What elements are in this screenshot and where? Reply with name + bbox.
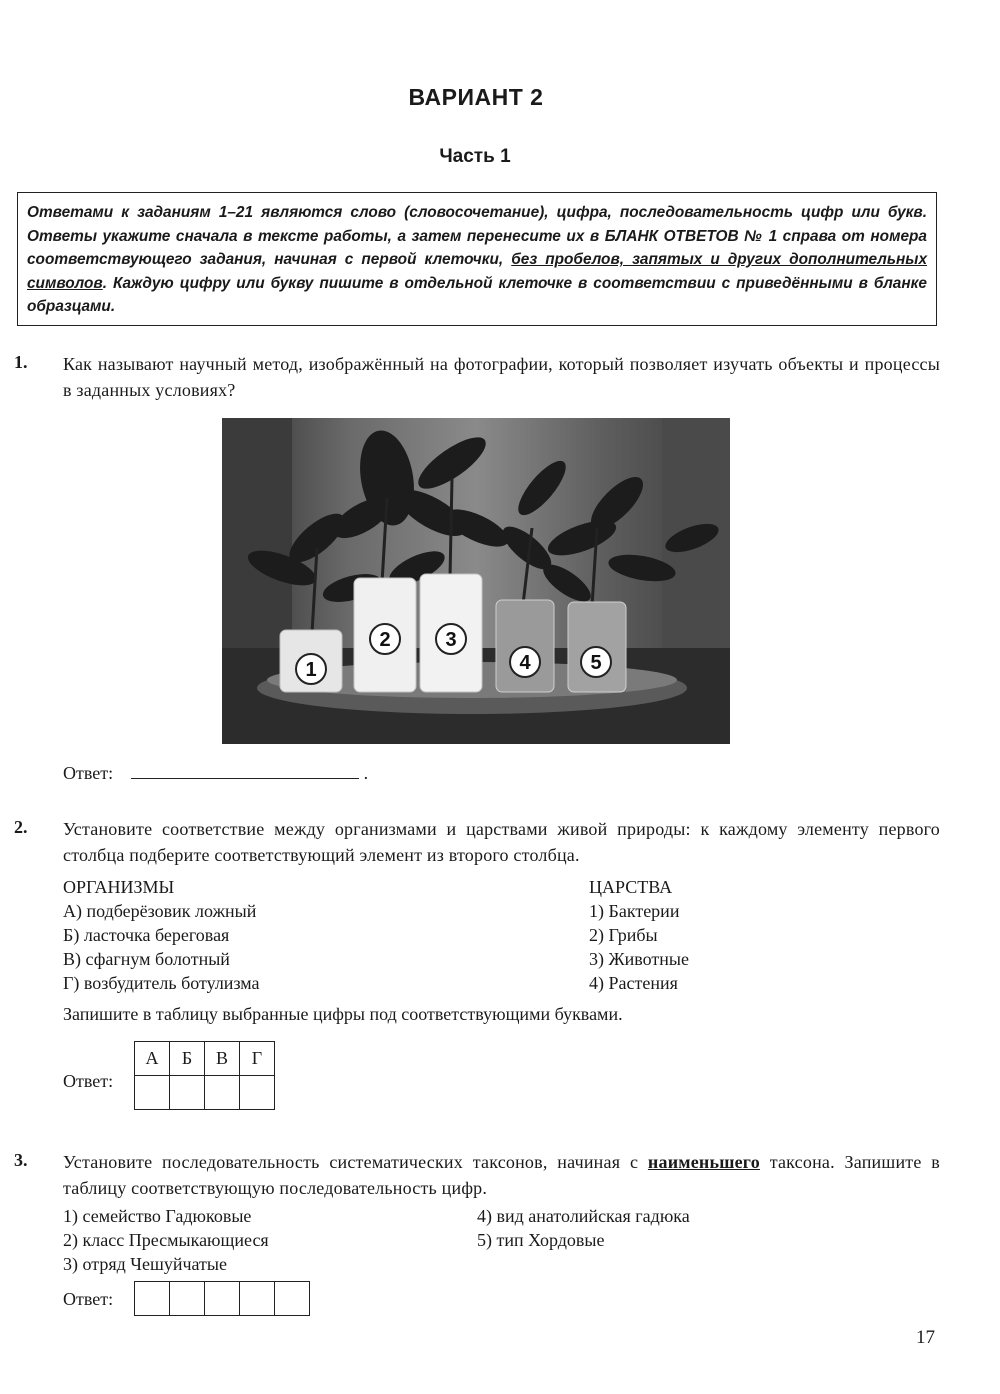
question-3-number: 3.	[14, 1150, 28, 1170]
answer-cell[interactable]	[275, 1282, 310, 1316]
question-1-answer	[63, 761, 368, 785]
answer-cell[interactable]	[135, 1076, 170, 1110]
answer-cell[interactable]	[170, 1282, 205, 1316]
glass-label-5: 5	[590, 652, 602, 674]
answer-cell[interactable]	[205, 1076, 240, 1110]
answer-cell[interactable]	[240, 1076, 275, 1110]
instructions-box	[17, 192, 937, 326]
experiment-photo-svg	[222, 418, 730, 744]
kingdom-item: 2) Грибы	[589, 925, 658, 945]
question-3-answer-label: Ответ:	[63, 1289, 114, 1309]
experiment-photo	[222, 418, 730, 744]
question-3-text-after: таксона. Запишите в таблицу соответствующую последовательность цифр.	[63, 1152, 941, 1198]
glass-2	[354, 578, 416, 692]
question-2-answer-label: Ответ:	[63, 1071, 114, 1091]
glass-label-1: 1	[305, 659, 317, 681]
taxon-item: 5) тип Хордовые	[477, 1230, 605, 1250]
organisms-header: ОРГАНИЗМЫ	[63, 877, 175, 897]
question-1-number: 1.	[14, 352, 28, 372]
instructions-text: Ответами к заданиям 1–21 являются слово (словосочетание), цифра, последовательность цифр или букв. Ответы укажите сначала в тексте работы, а затем перенесите их в БЛАНК ОТВЕТОВ № 1 справа от номера соответствующего задания, начиная с первой клеточки,	[27, 204, 927, 269]
instructions-text-end: . Каждую цифру или букву пишите в отдельной клеточке в соответствии с приведёнными в бланке образцами.	[27, 274, 927, 316]
taxa-right-column	[477, 1204, 877, 1252]
glass-3	[420, 574, 482, 692]
answer-label: Ответ:	[63, 763, 114, 783]
organism-item: Г) возбудитель ботулизма	[63, 973, 260, 993]
question-3-bold-word: наименьшего	[647, 1152, 760, 1172]
glass-label-3: 3	[445, 629, 457, 651]
taxon-item: 4) вид анатолийская гадюка	[477, 1206, 690, 1226]
table-header-cell: В	[205, 1042, 240, 1076]
organism-item: А) подберёзовик ложный	[63, 901, 257, 921]
answer-cell[interactable]	[135, 1282, 170, 1316]
kingdom-item: 4) Растения	[589, 973, 678, 993]
question-2-text: Установите соответствие между организмами и царствами живой природы: к каждому элементу первого столбца подберите соответствующий элемент из второго столбца.	[63, 819, 940, 865]
taxon-item: 1) семейство Гадюковые	[63, 1206, 252, 1226]
organism-item: Б) ласточка береговая	[63, 925, 230, 945]
taxon-item: 3) отряд Чешуйчатые	[63, 1254, 227, 1274]
taxa-left-column	[63, 1204, 463, 1276]
table-header-cell: А	[135, 1042, 170, 1076]
taxon-item: 2) класс Пресмыкающиеся	[63, 1230, 269, 1250]
kingdom-item: 3) Животные	[589, 949, 689, 969]
answer-cell[interactable]	[170, 1076, 205, 1110]
glass-1	[280, 630, 342, 692]
variant-title: ВАРИАНТ 2	[408, 84, 544, 110]
question-2-answer-table	[134, 1041, 275, 1110]
organism-item: В) сфагнум болотный	[63, 949, 230, 969]
question-3-answer-table	[134, 1281, 310, 1316]
answer-line-input[interactable]	[131, 764, 359, 779]
organisms-column	[63, 875, 483, 995]
table-header-cell: Б	[170, 1042, 205, 1076]
glass-4	[496, 600, 554, 692]
kingdoms-header: ЦАРСТВА	[589, 877, 673, 897]
question-3-text	[63, 1149, 940, 1201]
part-title: Часть 1	[439, 146, 511, 167]
glass-5	[568, 602, 626, 692]
kingdom-item: 1) Бактерии	[589, 901, 680, 921]
page-number: 17	[916, 1327, 935, 1348]
glass-label-2: 2	[379, 629, 391, 651]
question-2-number: 2.	[14, 817, 28, 837]
question-1-text: Как называют научный метод, изображённый на фотографии, который позволяет изучать объекты и процессы в заданных условиях?	[63, 354, 940, 400]
table-header-cell: Г	[240, 1042, 275, 1076]
answer-end-dot: .	[363, 763, 369, 783]
answer-cell[interactable]	[240, 1282, 275, 1316]
question-2-table-instruction: Запишите в таблицу выбранные цифры под соответствующими буквами.	[63, 1004, 623, 1024]
answer-cell[interactable]	[205, 1282, 240, 1316]
instructions-underlined: без пробелов, запятых и других дополнительных символов	[27, 251, 928, 292]
kingdoms-column	[589, 875, 889, 995]
glass-label-4: 4	[519, 652, 531, 674]
question-3-text-before: Установите последовательность систематических таксонов, начиная с	[63, 1152, 639, 1172]
